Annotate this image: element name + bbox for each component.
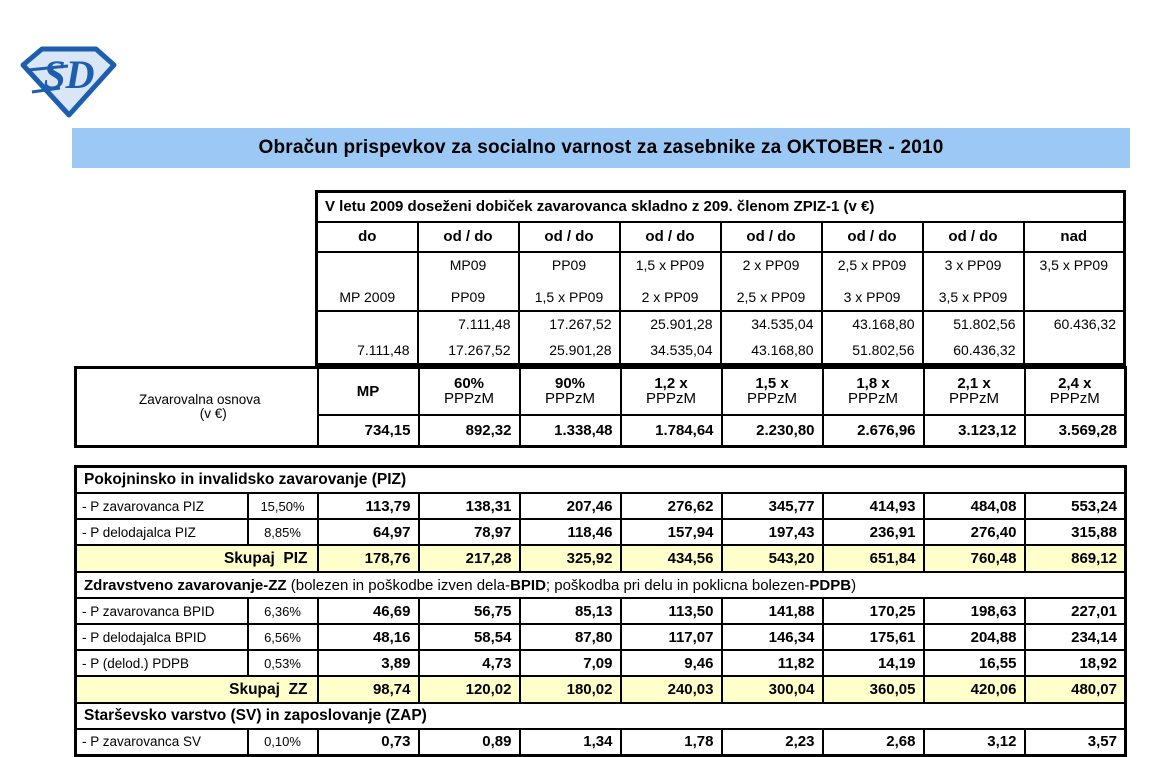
rate-cell: 0,53% bbox=[248, 650, 318, 676]
range-amount-cell: 60.436,32 bbox=[1024, 311, 1125, 365]
base-value-cell: 3.123,12 bbox=[924, 415, 1025, 447]
value-cell: 48,16 bbox=[318, 624, 419, 650]
page-title-bar bbox=[72, 128, 1130, 168]
range-code-cell: PP09 1,5 x PP09 bbox=[519, 252, 620, 311]
row-label: - P delodajalca PIZ bbox=[76, 519, 248, 545]
value-cell: 170,25 bbox=[823, 598, 924, 624]
base-value-cell: 2.676,96 bbox=[823, 415, 924, 447]
total-cell: 180,02 bbox=[520, 676, 621, 703]
value-cell: 315,88 bbox=[1025, 519, 1126, 545]
range-label-cell: od / do bbox=[822, 222, 923, 252]
range-amounts-row bbox=[317, 311, 1125, 365]
value-cell: 414,93 bbox=[823, 493, 924, 519]
value-cell: 14,19 bbox=[823, 650, 924, 676]
range-label-cell: od / do bbox=[721, 222, 822, 252]
base-multiplier-cell: 1,8 x PPPzM bbox=[823, 368, 924, 415]
total-cell: 120,02 bbox=[419, 676, 520, 703]
zz-section-header: Zdravstveno zavarovanje-ZZ (bolezen in poškodbe izven dela-BPID; poškodba pri delu in poklicna bolezen-PDPB) bbox=[76, 572, 1126, 598]
range-code-cell: 3 x PP09 3,5 x PP09 bbox=[923, 252, 1024, 311]
value-cell: 3,12 bbox=[924, 729, 1025, 755]
base-multiplier-cell: 60% PPPzM bbox=[419, 368, 520, 415]
value-cell: 198,63 bbox=[924, 598, 1025, 624]
total-cell: 98,74 bbox=[318, 676, 419, 703]
range-labels-row bbox=[317, 222, 1125, 252]
base-label: Zavarovalna osnova bbox=[138, 391, 261, 407]
base-multiplier-cell: 1,5 x PPPzM bbox=[722, 368, 823, 415]
contrib-row-sv-partial bbox=[76, 729, 1126, 755]
insurance-base-table bbox=[74, 366, 1127, 448]
value-cell: 197,43 bbox=[722, 519, 823, 545]
base-value-cell: 3.569,28 bbox=[1025, 415, 1126, 447]
total-cell: 480,07 bbox=[1025, 676, 1126, 703]
total-cell: 217,28 bbox=[419, 545, 520, 572]
value-cell: 3,89 bbox=[318, 650, 419, 676]
value-cell: 175,61 bbox=[823, 624, 924, 650]
row-label: - P zavarovanca SV bbox=[76, 729, 248, 755]
base-multiplier-cell: 90% PPPzM bbox=[520, 368, 621, 415]
skupaj-zz-label: Skupaj ZZ bbox=[76, 676, 318, 703]
value-cell: 7,09 bbox=[520, 650, 621, 676]
base-value-cell: 1.784,64 bbox=[621, 415, 722, 447]
base-value-cell: 1.338,48 bbox=[520, 415, 621, 447]
skupaj-piz-label: Skupaj PIZ bbox=[76, 545, 318, 572]
range-label-cell: nad bbox=[1024, 222, 1125, 252]
value-cell: 227,01 bbox=[1025, 598, 1126, 624]
total-cell: 300,04 bbox=[722, 676, 823, 703]
contributions-table bbox=[74, 465, 1127, 757]
sv-section-header: Starševsko varstvo (SV) in zaposlovanje (ZAP) bbox=[76, 703, 1126, 729]
range-label-cell: od / do bbox=[519, 222, 620, 252]
row-label: - P delodajalca BPID bbox=[76, 624, 248, 650]
range-amount-cell: 17.267,52 25.901,28 bbox=[519, 311, 620, 365]
range-label-cell: do bbox=[317, 222, 418, 252]
contrib-row-piz-insured bbox=[76, 493, 1126, 519]
row-label: - P zavarovanca BPID bbox=[76, 598, 248, 624]
profit-table-title: V letu 2009 doseženi dobiček zavarovanca skladno z 209. členom ZPIZ-1 (v €) bbox=[317, 192, 1125, 222]
value-cell: 204,88 bbox=[924, 624, 1025, 650]
range-label-cell: od / do bbox=[620, 222, 721, 252]
range-label-cell: od / do bbox=[923, 222, 1024, 252]
total-cell: 869,12 bbox=[1025, 545, 1126, 572]
range-code-cell: MP 2009 bbox=[317, 252, 418, 311]
contrib-row-pdpb bbox=[76, 650, 1126, 676]
value-cell: 87,80 bbox=[520, 624, 621, 650]
page-title: Obračun prispevkov za socialno varnost za zasebnike za OKTOBER - 2010 bbox=[258, 137, 944, 158]
row-label: - P (delod.) PDPB bbox=[76, 650, 248, 676]
total-cell: 760,48 bbox=[924, 545, 1025, 572]
value-cell: 138,31 bbox=[419, 493, 520, 519]
base-value-cell: 892,32 bbox=[419, 415, 520, 447]
rate-cell: 6,36% bbox=[248, 598, 318, 624]
range-amount-cell: 7.111,48 17.267,52 bbox=[418, 311, 519, 365]
value-cell: 3,57 bbox=[1025, 729, 1126, 755]
total-cell: 240,03 bbox=[621, 676, 722, 703]
total-cell: 543,20 bbox=[722, 545, 823, 572]
total-cell: 434,56 bbox=[621, 545, 722, 572]
range-code-cell: 2,5 x PP09 3 x PP09 bbox=[822, 252, 923, 311]
total-cell: 178,76 bbox=[318, 545, 419, 572]
skupaj-piz-row bbox=[76, 545, 1126, 572]
skupaj-zz-row bbox=[76, 676, 1126, 703]
value-cell: 276,40 bbox=[924, 519, 1025, 545]
value-cell: 157,94 bbox=[621, 519, 722, 545]
value-cell: 345,77 bbox=[722, 493, 823, 519]
piz-section-header-row bbox=[76, 467, 1126, 494]
rate-cell: 0,10% bbox=[248, 729, 318, 755]
value-cell: 118,46 bbox=[520, 519, 621, 545]
value-cell: 2,68 bbox=[823, 729, 924, 755]
range-amount-cell: 7.111,48 bbox=[317, 311, 418, 365]
value-cell: 207,46 bbox=[520, 493, 621, 519]
range-amount-cell: 34.535,04 43.168,80 bbox=[721, 311, 822, 365]
value-cell: 9,46 bbox=[621, 650, 722, 676]
range-label-cell: od / do bbox=[418, 222, 519, 252]
zz-section-header-row bbox=[76, 572, 1126, 598]
total-cell: 420,06 bbox=[924, 676, 1025, 703]
contrib-row-zz-employer bbox=[76, 624, 1126, 650]
value-cell: 46,69 bbox=[318, 598, 419, 624]
total-cell: 325,92 bbox=[520, 545, 621, 572]
base-header-row bbox=[76, 368, 1126, 415]
contrib-row-piz-employer bbox=[76, 519, 1126, 545]
value-cell: 2,23 bbox=[722, 729, 823, 755]
range-code-cell: 3,5 x PP09 bbox=[1024, 252, 1125, 311]
value-cell: 58,54 bbox=[419, 624, 520, 650]
value-cell: 141,88 bbox=[722, 598, 823, 624]
value-cell: 113,50 bbox=[621, 598, 722, 624]
value-cell: 64,97 bbox=[318, 519, 419, 545]
base-multiplier-cell: MP bbox=[318, 368, 419, 415]
value-cell: 1,78 bbox=[621, 729, 722, 755]
value-cell: 85,13 bbox=[520, 598, 621, 624]
rate-cell: 15,50% bbox=[248, 493, 318, 519]
value-cell: 234,14 bbox=[1025, 624, 1126, 650]
range-codes-row bbox=[317, 252, 1125, 311]
sv-section-header-row bbox=[76, 703, 1126, 729]
value-cell: 276,62 bbox=[621, 493, 722, 519]
base-label-cell bbox=[76, 368, 318, 447]
value-cell: 56,75 bbox=[419, 598, 520, 624]
value-cell: 78,97 bbox=[419, 519, 520, 545]
range-code-cell: MP09 PP09 bbox=[418, 252, 519, 311]
profit-ranges-table bbox=[315, 190, 1126, 366]
value-cell: 117,07 bbox=[621, 624, 722, 650]
value-cell: 4,73 bbox=[419, 650, 520, 676]
value-cell: 16,55 bbox=[924, 650, 1025, 676]
value-cell: 113,79 bbox=[318, 493, 419, 519]
sd-shield-icon bbox=[16, 40, 120, 120]
value-cell: 11,82 bbox=[722, 650, 823, 676]
row-label: - P zavarovanca PIZ bbox=[76, 493, 248, 519]
value-cell: 236,91 bbox=[823, 519, 924, 545]
piz-section-header: Pokojninsko in invalidsko zavarovanje (PIZ) bbox=[76, 467, 1126, 494]
base-multiplier-cell: 2,1 x PPPzM bbox=[924, 368, 1025, 415]
value-cell: 1,34 bbox=[520, 729, 621, 755]
company-logo bbox=[16, 40, 120, 120]
total-cell: 651,84 bbox=[823, 545, 924, 572]
value-cell: 0,73 bbox=[318, 729, 419, 755]
value-cell: 18,92 bbox=[1025, 650, 1126, 676]
base-unit: (v €) bbox=[199, 406, 227, 421]
value-cell: 146,34 bbox=[722, 624, 823, 650]
range-amount-cell: 43.168,80 51.802,56 bbox=[822, 311, 923, 365]
base-value-cell: 734,15 bbox=[318, 415, 419, 447]
base-multiplier-cell: 2,4 x PPPzM bbox=[1025, 368, 1126, 415]
value-cell: 484,08 bbox=[924, 493, 1025, 519]
contrib-row-zz-insured bbox=[76, 598, 1126, 624]
base-multiplier-cell: 1,2 x PPPzM bbox=[621, 368, 722, 415]
total-cell: 360,05 bbox=[823, 676, 924, 703]
base-value-cell: 2.230,80 bbox=[722, 415, 823, 447]
logo-letters: SD bbox=[43, 52, 95, 97]
rate-cell: 8,85% bbox=[248, 519, 318, 545]
value-cell: 553,24 bbox=[1025, 493, 1126, 519]
range-code-cell: 1,5 x PP09 2 x PP09 bbox=[620, 252, 721, 311]
range-code-cell: 2 x PP09 2,5 x PP09 bbox=[721, 252, 822, 311]
value-cell: 0,89 bbox=[419, 729, 520, 755]
profit-table-title-row bbox=[317, 192, 1125, 222]
range-amount-cell: 51.802,56 60.436,32 bbox=[923, 311, 1024, 365]
range-amount-cell: 25.901,28 34.535,04 bbox=[620, 311, 721, 365]
rate-cell: 6,56% bbox=[248, 624, 318, 650]
